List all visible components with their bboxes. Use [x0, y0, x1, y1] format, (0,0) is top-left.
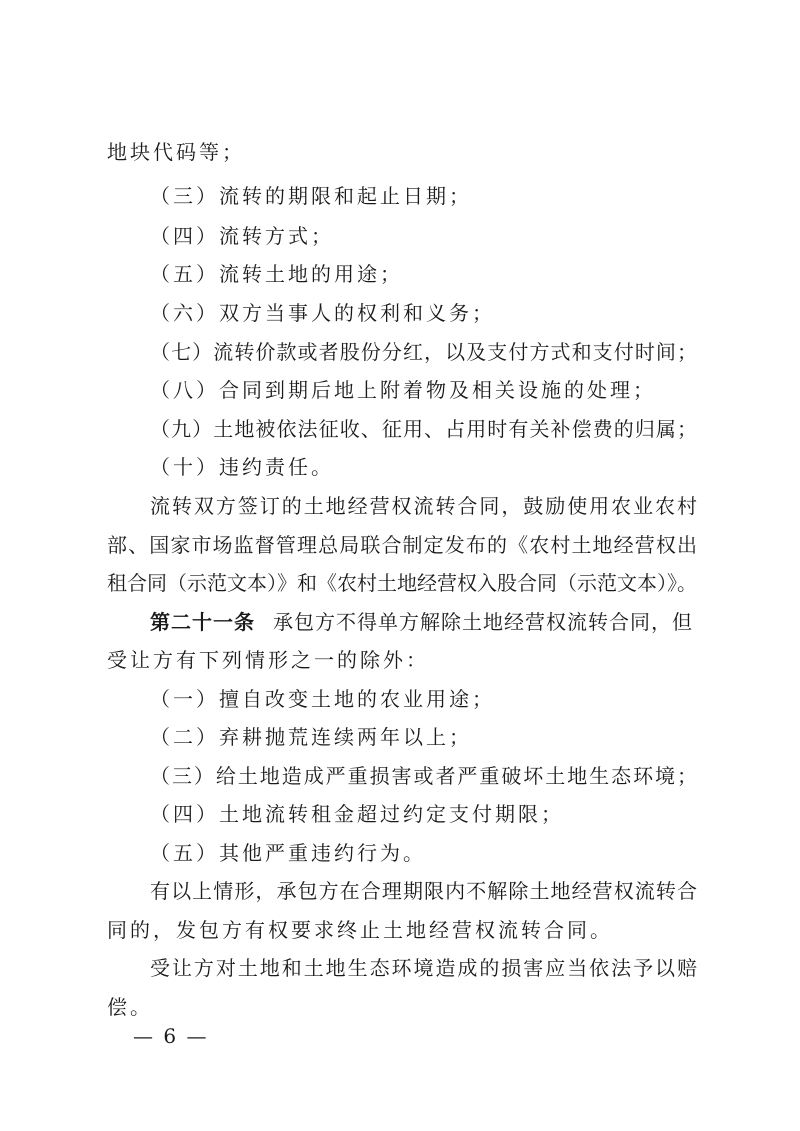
- paragraph-line: 部、国家市场监督管理总局联合制定发布的《农村土地经营权出: [107, 533, 697, 557]
- list-item: （二）弃耕抛荒连续两年以上；: [150, 725, 472, 749]
- list-item: （十）违约责任。: [150, 455, 334, 479]
- article-title: 第二十一条: [150, 610, 255, 634]
- paragraph-line: 租合同（示范文本）》和《农村土地经营权入股合同（示范文本）》。: [107, 571, 697, 595]
- paragraph-line: 受让方有下列情形之一的除外：: [107, 648, 429, 672]
- text-line: 地块代码等；: [107, 140, 245, 164]
- list-item: （四）流转方式；: [150, 224, 334, 248]
- list-item: （五）其他严重违约行为。: [150, 841, 426, 865]
- page-number: — 6 —: [133, 1024, 209, 1048]
- paragraph-line: 同的，发包方有权要求终止土地经营权流转合同。: [107, 918, 613, 942]
- article-text: 承包方不得单方解除土地经营权流转合同，但: [273, 610, 693, 634]
- list-item: （一）擅自改变土地的农业用途；: [150, 687, 495, 711]
- list-item: （六）双方当事人的权利和义务；: [150, 301, 495, 325]
- list-item: （四）土地流转租金超过约定支付期限；: [150, 802, 564, 826]
- list-item: （九）土地被依法征收、征用、占用时有关补偿费的归属；: [150, 417, 697, 441]
- paragraph-line: 流转双方签订的土地经营权流转合同，鼓励使用农业农村: [150, 494, 697, 518]
- paragraph-line: 有以上情形，承包方在合理期限内不解除土地经营权流转合: [150, 879, 697, 903]
- list-item: （三）流转的期限和起止日期；: [150, 184, 472, 208]
- list-item: （七）流转价款或者股份分红，以及支付方式和支付时间；: [150, 340, 697, 364]
- list-item: （三）给土地造成严重损害或者严重破坏土地生态环境；: [150, 764, 697, 788]
- article-line: [150, 610, 697, 634]
- paragraph-line: 受让方对土地和土地生态环境造成的损害应当依法予以赔: [150, 956, 697, 980]
- list-item: （五）流转土地的用途；: [150, 262, 403, 286]
- paragraph-line: 偿。: [107, 995, 153, 1019]
- list-item: （八）合同到期后地上附着物及相关设施的处理；: [150, 378, 656, 402]
